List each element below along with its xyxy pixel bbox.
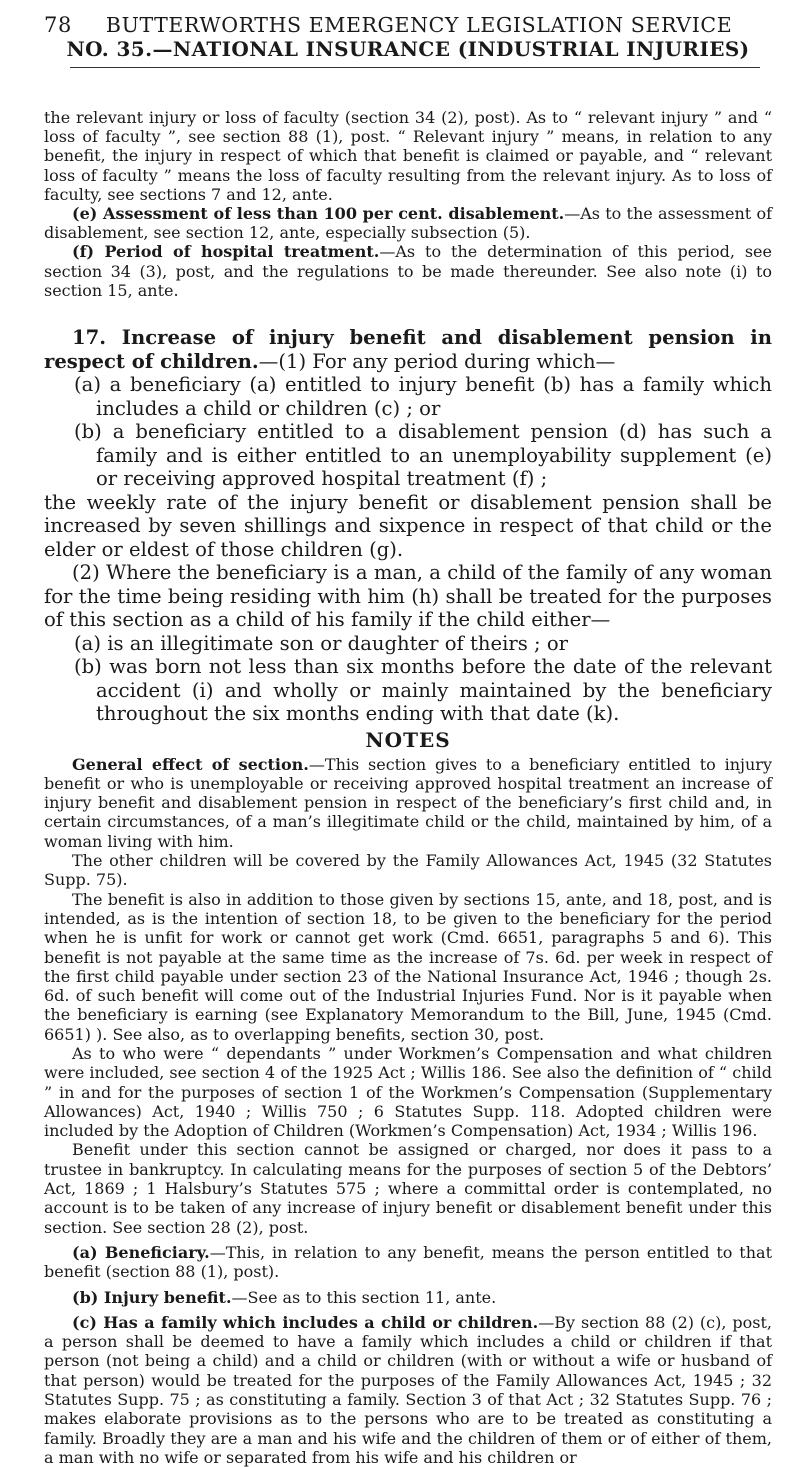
list-item: (a) a beneficiary (a) entitled to injury benefit (b) has a family which includes a child or children (c) ; or [74, 373, 772, 420]
note-b-text: —See as to this section 11, ante. [231, 1287, 497, 1307]
note-paragraph: Benefit under this section cannot be assigned or charged, nor does it pass to a trustee in bankruptcy. In calculating means for the purposes of section 5 of the Debtors’ Act, 1869 ; 1 Halsbury’s Statutes 575 ; where a committal order is contemplated, no account is to be taken of any increase of injury benefit or disablement benefit under this section. See section 28 (2), post. [44, 1140, 772, 1237]
note-general-heading: General effect of section. [72, 754, 309, 774]
note-a [44, 1243, 772, 1282]
list-item: (b) was born not less than six months before the date of the relevant accident (i) and wholly or mainly maintained by the beneficiary throughout the six months ending with that date (k). [74, 655, 772, 726]
subsection-2: (2) Where the beneficiary is a man, a child of the family of any woman for the time being residing with him (h) shall be treated for the purposes of this section as a child of his family if the child either— [44, 561, 772, 632]
continued-notes [44, 108, 772, 300]
header-rule [70, 67, 760, 68]
note-a-heading: (a) Beneficiary. [72, 1242, 210, 1262]
note-c-heading: (c) Has a family which includes a child or children. [72, 1312, 539, 1332]
subsection-2-list [44, 632, 772, 726]
note-paragraph: The other children will be covered by the Family Allowances Act, 1945 (32 Statutes Supp. 75). [44, 851, 772, 890]
note-f-text: —As to the determination of this period, see section 34 (3), post, and the regulations to be made thereunder. See also note (i) to section 15, ante. [44, 242, 772, 300]
note-general-effect [44, 755, 772, 851]
subsection-1-list [44, 373, 772, 491]
note-c [44, 1313, 772, 1467]
running-header [44, 14, 772, 36]
subsection-1-conclusion: the weekly rate of the injury benefit or disablement pension shall be increased by seven shillings and sixpence in respect of that child or the elder or eldest of those children (g). [44, 490, 772, 561]
notes-title: NOTES [365, 727, 451, 752]
note-a-text: —This, in relation to any benefit, means the person entitled to that benefit (section 88 (1), post). [44, 1242, 772, 1282]
note-e-heading: (e) Assessment of less than 100 per cent. disablement. [72, 204, 565, 224]
section-17-heading: 17. Increase of injury benefit and disablement pension in respect of children. [44, 326, 772, 373]
note-paragraph: As to who were “ dependants ” under Workmen’s Compensation and what children were included, see section 4 of the 1925 Act ; Willis 186. See also the definition of “ child ” in and for the purposes of section 1 of the Workmen’s Compensation (Supplementary Allowances) Act, 1940 ; Willis 750 ; 6 Statutes Supp. 118. Adopted children were included by the Adoption of Children (Workmen’s Compensation) Act, 1934 ; Willis 196. [44, 1043, 772, 1141]
running-title: BUTTERWORTHS EMERGENCY LEGISLATION SERVICE [105, 13, 733, 37]
note-f [44, 242, 772, 300]
note-b-heading: (b) Injury benefit. [72, 1287, 232, 1307]
note-f-heading: (f) Period of hospital treatment. [72, 242, 380, 262]
note-b [44, 1288, 772, 1307]
note-paragraph: The benefit is also in addition to those given by sections 15, ante, and 18, post, and is intended, as is the intention of section 18, to be given to the beneficiary for the period when he is unfit for work or cannot get work (Cmd. 6651, paragraphs 5 and 6). This benefit is not payable at the same time as the increase of 7s. 6d. per week in respect of the first child payable under section 23 of the National Insurance Act, 1946 ; though 2s. 6d. of such benefit will come out of the Industrial Injuries Fund. Nor is it payable when the beneficiary is earning (see Explanatory Memorandum to the Bill, June, 1945 (Cmd. 6651) ). See also, as to overlapping benefits, section 30, post. [44, 889, 772, 1044]
page-number: 78 [44, 13, 72, 37]
section-17-opening [44, 326, 772, 373]
note-general-text: —This section gives to a beneficiary entitled to injury benefit or who is unemployable or receiving approved hospital treatment an increase of injury benefit and disablement pension in respect of the beneficiary’s first child and, in certain circumstances, of a man’s illegitimate child or the child, maintained by him, of a woman living with him. [44, 754, 772, 851]
section-17-lead: —(1) For any period during which— [258, 349, 616, 373]
list-item: (a) is an illegitimate son or daughter of theirs ; or [74, 631, 569, 655]
note-e-text: —As to the assessment of disablement, see section 12, ante, especially subsection (5). [44, 204, 773, 243]
note-c-text: —By section 88 (2) (c), post, a person shall be deemed to have a family which includes a child or children if that person (not being a child) and a child or children (with or without a wife or husband of that person) would be treated for the purposes of the Family Allowances Act, 1945 ; 32 Statutes Supp. 75 ; as constituting a family. Section 3 of that Act ; 32 Statutes Supp. 76 ; makes elaborate provisions as to the persons who are to be treated as constituting a family. Broadly they are a man and his wife and the children of them or of either of them, a man with no wife or separated from his wife and his children or [44, 1312, 772, 1467]
note-e [44, 204, 772, 242]
act-subtitle: NO. 35.—NATIONAL INSURANCE (INDUSTRIAL INJURIES) [66, 37, 750, 61]
section-17 [44, 326, 772, 726]
notes-block [44, 755, 772, 1467]
intro-paragraph: the relevant injury or loss of faculty (section 34 (2), post). As to “ relevant injury ” and “ loss of faculty ”, see section 88 (1), post. “ Relevant injury ” means, in relation to any benefit, the injury in respect of which that benefit is claimed or payable, and “ relevant loss of faculty ” means the loss of faculty resulting from the relevant injury. As to loss of faculty, see sections 7 and 12, ante. [44, 108, 772, 204]
list-item: (b) a beneficiary entitled to a disablement pension (d) has such a family and is either entitled to an unemployability supplement (e) or receiving approved hospital treatment (f) ; [74, 420, 772, 491]
